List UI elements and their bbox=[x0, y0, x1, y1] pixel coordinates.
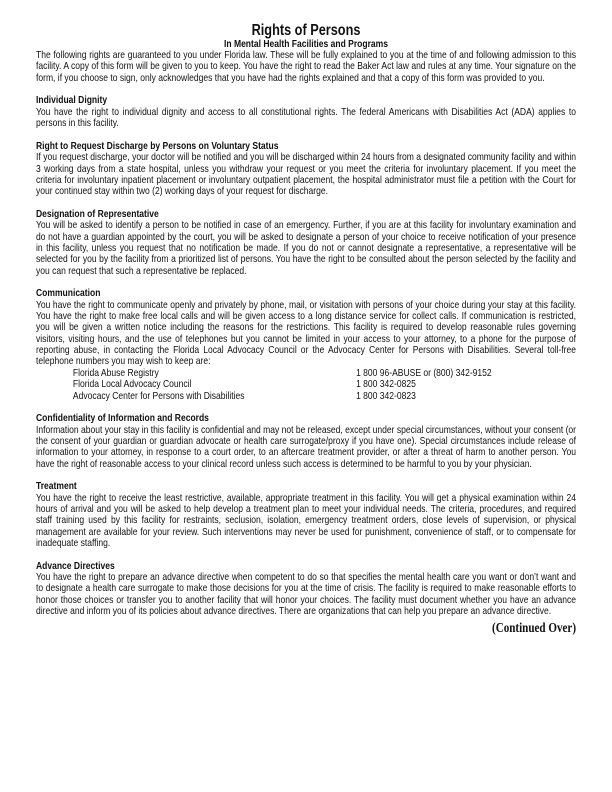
section-communication bbox=[36, 288, 576, 401]
phone-list-item bbox=[36, 391, 576, 402]
phone-number: 1 800 342-0823 bbox=[356, 390, 416, 402]
section-heading: Right to Request Discharge by Persons on Voluntary Status bbox=[36, 140, 279, 152]
phone-contact-name: Florida Abuse Registry bbox=[72, 367, 159, 379]
section-confidentiality bbox=[36, 413, 576, 470]
document-page bbox=[36, 22, 576, 635]
section-heading: Individual Dignity bbox=[36, 95, 108, 107]
phone-list-item bbox=[36, 368, 576, 379]
section-heading: Advance Directives bbox=[36, 560, 115, 572]
phone-contact-name: Advocacy Center for Persons with Disabilities bbox=[72, 390, 245, 402]
phone-list bbox=[36, 368, 576, 402]
section-body: You have the right to communicate openly and privately by phone, mail, or visitation with persons of your choice during your stay at this facility. You have the right to make free local calls and will be given access to a long distance service for collect calls. If communication is restricted, you will be given a written notice including the reasons for the restrictions. This facility is required to develop reasonable rules governing visitors, visiting hours, and the use of telephones but you cannot be limited in your access to your attorney, to a phone for the purpose of reporting abuse, in contacting the Florida Local Advocacy Council or the Advocacy Center for Persons with Disabilities. Several toll-free telephone numbers you may wish to keep are: bbox=[36, 299, 577, 368]
section-body: Information about your stay in this facility is confidential and may not be released, except under special circumstances, without your consent (or the consent of your guardian or guardian advocate or health care surrogate/proxy if you have one). Special circumstances include release of information to your attorney, in response to a court order, to an aftercare treatment provider, or after a threat of harm to another person. You have the right of reasonable access to your clinical record unless such access is determined to be harmful to you by your physician. bbox=[36, 424, 577, 470]
section-heading: Confidentiality of Information and Records bbox=[36, 413, 209, 425]
section-treatment bbox=[36, 481, 576, 549]
phone-contact-name: Florida Local Advocacy Council bbox=[72, 379, 192, 391]
document-subtitle: In Mental Health Facilities and Programs bbox=[224, 39, 388, 50]
section-designation-of-representative bbox=[36, 209, 576, 277]
section-request-discharge bbox=[36, 141, 576, 198]
document-title: Rights of Persons bbox=[251, 22, 361, 39]
section-heading: Communication bbox=[36, 288, 101, 300]
intro-paragraph: The following rights are guaranteed to you under Florida law. These will be fully explained to you at the time of and following admission to this facility. A copy of this form will be given to you to keep. You have the right to read the Baker Act law and rules at any time. Your signature on the form, if you choose to sign, only acknowledges that you have had the rights explained and that a copy of this form was provided to you. bbox=[36, 50, 577, 84]
section-individual-dignity bbox=[36, 95, 576, 129]
section-heading: Treatment bbox=[36, 481, 77, 493]
continued-over-label: (Continued Over) bbox=[492, 619, 577, 635]
phone-number: 1 800 96-ABUSE or (800) 342-9152 bbox=[356, 367, 492, 379]
section-body: You have the right to receive the least restrictive, available, appropriate treatment in this facility. You will get a physical examination within 24 hours of arrival and you will be asked to help develop a treatment plan to meet your individual needs. The criteria, procedures, and required staff training used by this facility for restraints, seclusion, isolation, emergency treatment orders, close levels of supervision, or physical management are available for your review. Such interventions may never be used for punishment, convenience of staff, or to compensate for inadequate staffing. bbox=[36, 492, 577, 550]
section-body: You have the right to individual dignity and access to all constitutional rights. The federal Americans with Disabilities Act (ADA) applies to persons in this facility. bbox=[36, 106, 577, 130]
section-heading: Designation of Representative bbox=[36, 208, 159, 220]
section-body: If you request discharge, your doctor will be notified and you will be discharged within 24 hours from a designated community facility and within 3 working days from a state hospital, unless you withdraw your request or you meet the criteria for involuntary placement. If you meet the criteria for involuntary inpatient placement or involuntary outpatient placement, the hospital administrator must file a petition with the Court for your continued stay within two (2) working days of your request for discharge. bbox=[36, 152, 577, 198]
section-body: You will be asked to identify a person to be notified in case of an emergency. Further, if you are at this facility for involuntary examination and do not have a guardian appointed by the court, you will be asked to designate a person of your choice to receive notification of your presence in this facility, unless you request that no notification be made. If you do not or cannot designate a representative, a representative will be selected for you by the facility from a prioritized list of persons. You have the right to be consulted about the person selected by the facility and you can request that such a representative be replaced. bbox=[36, 220, 577, 277]
section-advance-directives bbox=[36, 561, 576, 618]
section-body: You have the right to prepare an advance directive when competent to do so that specifies the mental health care you want or don’t want and to designate a health care surrogate to make those decisions for you at the time of crisis. The facility is required to make reasonable efforts to honor those choices or transfer you to another facility that will honor your choices. The facility must document whether you have an advance directive and inform you of its policies about advance directives. There are organizations that can help you prepare an advance directive. bbox=[36, 572, 577, 618]
phone-number: 1 800 342-0825 bbox=[356, 379, 416, 391]
phone-list-item bbox=[36, 379, 576, 390]
